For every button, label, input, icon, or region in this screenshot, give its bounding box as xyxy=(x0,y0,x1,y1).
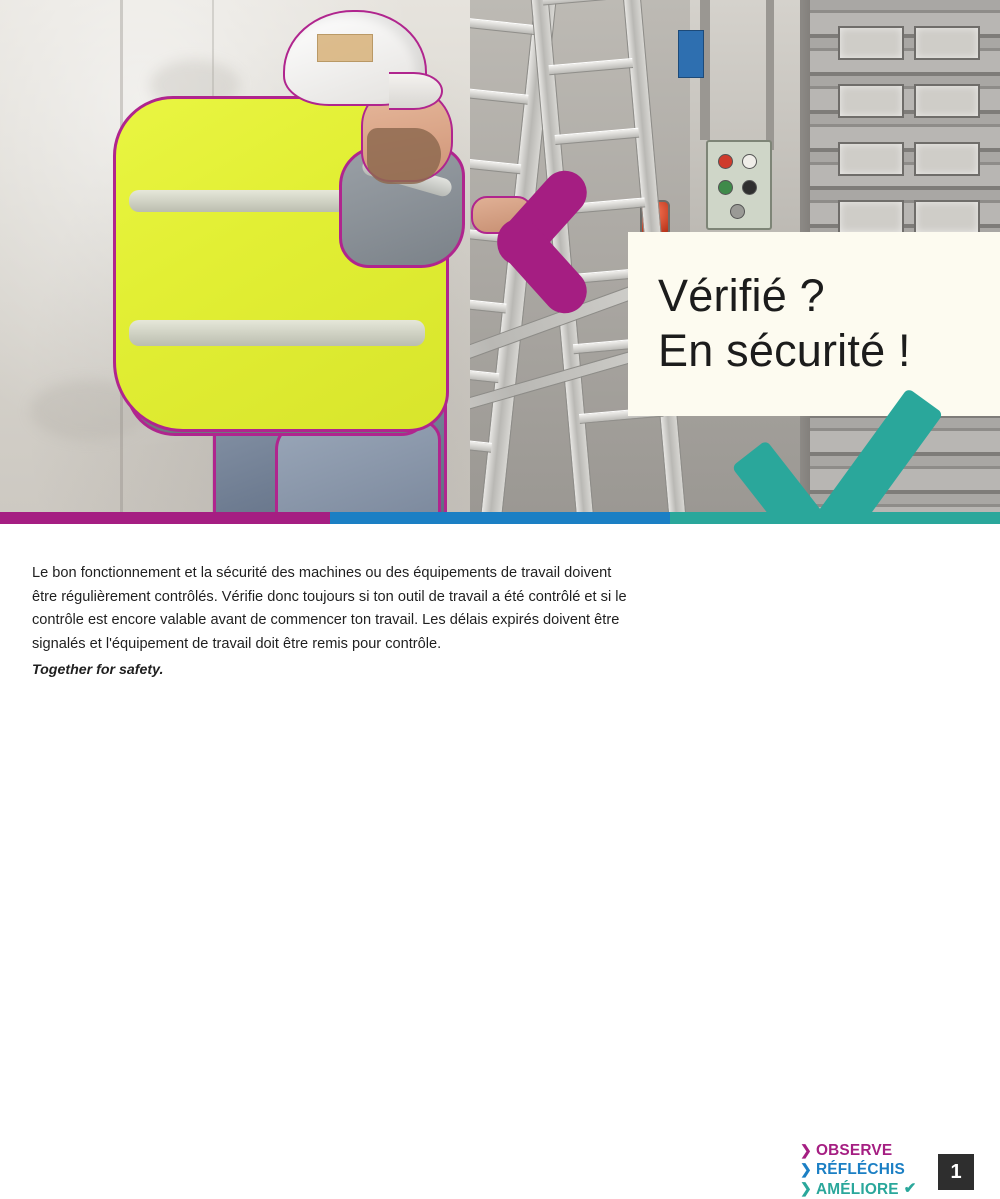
chevron-right-icon-1: ❯ xyxy=(800,1141,812,1158)
control-panel xyxy=(706,140,772,230)
title-card xyxy=(628,232,1000,416)
control-button-black xyxy=(742,180,757,195)
slogan-item-ameliore xyxy=(800,1180,930,1199)
color-bar-segment-magenta xyxy=(0,512,330,524)
control-button-red xyxy=(718,154,733,169)
cable-conduit-2 xyxy=(766,0,774,150)
helmet-sticker xyxy=(317,34,373,62)
control-button-green xyxy=(718,180,733,195)
photo-scene xyxy=(0,0,1000,512)
color-bar-segment-blue xyxy=(330,512,670,524)
blue-electrical-box xyxy=(678,30,704,78)
slogan-label-observe: OBSERVE xyxy=(815,1142,893,1159)
logo-mark: 1 xyxy=(950,1161,962,1183)
footer-area xyxy=(0,524,1000,1198)
chevron-left-icon xyxy=(492,168,612,316)
check-icon-small: ✔ xyxy=(903,1179,917,1197)
page-title-line-1: Vérifié ? xyxy=(658,270,825,322)
slogan-item-reflechis xyxy=(800,1160,930,1179)
control-button-grey xyxy=(730,204,745,219)
chevron-right-icon-3: ❯ xyxy=(800,1180,812,1197)
chevron-right-icon-2: ❯ xyxy=(800,1161,812,1178)
page-title-line-2: En sécurité ! xyxy=(658,325,911,376)
slogan-label-reflechis: RÉFLÉCHIS xyxy=(815,1161,905,1179)
brand-color-bar xyxy=(0,512,1000,524)
slogan-item-observe xyxy=(800,1141,930,1160)
logo xyxy=(938,1154,974,1190)
slogan-label-ameliore: AMÉLIORE xyxy=(815,1180,899,1198)
worker-beard xyxy=(367,128,441,184)
reflective-band-lower xyxy=(129,320,425,346)
color-bar-segment-teal xyxy=(670,512,1000,524)
tagline: Together for safety. xyxy=(32,662,164,678)
slogan-block xyxy=(800,1141,930,1199)
body-paragraph: Le bon fonctionnement et la sécurité des machines ou des équipements de travail doivent être régulièrement contrôlés. Vérifie donc toujours si ton outil de travail a été contrôlé et si le contrôle est encore valable avant de commencer ton travail. Les délais expirés doivent être signalés et l'équipement de travail doit être remis pour contrôle. xyxy=(32,565,627,652)
worker-figure xyxy=(95,0,455,512)
control-button-white xyxy=(742,154,757,169)
